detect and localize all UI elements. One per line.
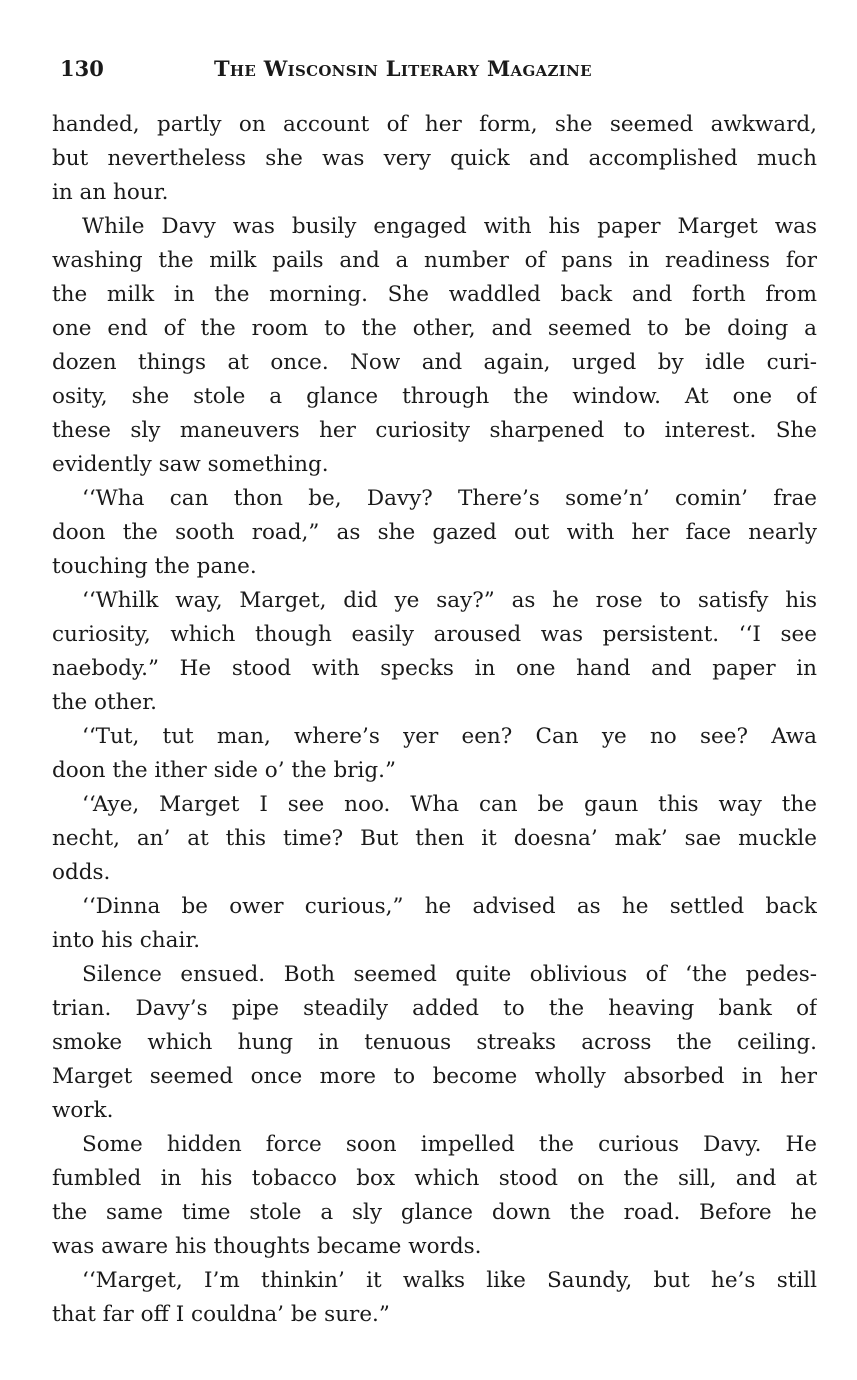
text-line: osity, she stole a glance through the window. At one of — [52, 384, 817, 409]
text-line: in an hour. — [52, 180, 169, 205]
paragraph — [52, 482, 817, 584]
paragraph — [52, 788, 817, 890]
text-line: one end of the room to the other, and seemed to be doing a — [52, 316, 817, 341]
text-line: Marget seemed once more to become wholly absorbed in her — [52, 1064, 817, 1089]
text-line: smoke which hung in tenuous streaks across the ceiling. — [52, 1030, 817, 1055]
text-line: doon the ither side o’ the brig.” — [52, 758, 396, 783]
text-line: touching the pane. — [52, 554, 257, 579]
text-line: curiosity, which though easily aroused was persistent. ‘‘I see — [52, 622, 817, 647]
text-line: ‘‘Tut, tut man, where’s yer een? Can ye no see? Awa — [82, 724, 817, 749]
page-number: 130 — [60, 56, 104, 81]
text-line: that far off I couldna’ be sure.” — [52, 1302, 390, 1327]
text-line: evidently saw something. — [52, 452, 329, 477]
text-line: necht, an’ at this time? But then it doesna’ mak’ sae muckle — [52, 826, 817, 851]
body-text — [52, 108, 817, 1332]
text-line: dozen things at once. Now and again, urged by idle curi- — [52, 350, 817, 375]
text-line: Some hidden force soon impelled the curious Davy. He — [82, 1132, 817, 1157]
text-line: Silence ensued. Both seemed quite oblivious of ‘the pedes- — [82, 962, 817, 987]
paragraph — [52, 584, 817, 720]
paragraph — [52, 108, 817, 210]
text-line: these sly maneuvers her curiosity sharpened to interest. She — [52, 418, 817, 443]
running-head — [60, 54, 820, 86]
text-line: doon the sooth road,” as she gazed out with her face nearly — [52, 520, 817, 545]
text-line: While Davy was busily engaged with his paper Marget was — [82, 214, 817, 239]
paragraph — [52, 210, 817, 482]
text-line: work. — [52, 1098, 114, 1123]
text-line: ‘‘Dinna be ower curious,” he advised as he settled back — [82, 894, 817, 919]
text-line: was aware his thoughts became words. — [52, 1234, 482, 1259]
text-line: ‘‘Whilk way, Marget, did ye say?” as he rose to satisfy his — [82, 588, 817, 613]
text-line: handed, partly on account of her form, she seemed awkward, — [52, 112, 817, 137]
text-line: ‘‘Wha can thon be, Davy? There’s some’n’ comin’ frae — [82, 486, 817, 511]
paragraph — [52, 958, 817, 1128]
text-line: ‘‘Marget, I’m thinkin’ it walks like Saundy, but he’s still — [82, 1268, 817, 1293]
paragraph — [52, 720, 817, 788]
text-line: naebody.” He stood with specks in one hand and paper in — [52, 656, 817, 681]
text-line: the same time stole a sly glance down the road. Before he — [52, 1200, 817, 1225]
paragraph — [52, 1128, 817, 1264]
text-line: but nevertheless she was very quick and accomplished much — [52, 146, 817, 171]
text-line: washing the milk pails and a number of pans in readiness for — [52, 248, 817, 273]
text-line: odds. — [52, 860, 111, 885]
text-line: trian. Davy’s pipe steadily added to the heaving bank of — [52, 996, 817, 1021]
text-line: fumbled in his tobacco box which stood on the sill, and at — [52, 1166, 817, 1191]
text-line: ‘‘Aye, Marget I see noo. Wha can be gaun this way the — [82, 792, 817, 817]
text-line: the milk in the morning. She waddled back and forth from — [52, 282, 817, 307]
text-line: into his chair. — [52, 928, 201, 953]
journal-title: The Wisconsin Literary Magazine — [214, 56, 592, 81]
paragraph — [52, 1264, 817, 1332]
paragraph — [52, 890, 817, 958]
text-line: the other. — [52, 690, 157, 715]
